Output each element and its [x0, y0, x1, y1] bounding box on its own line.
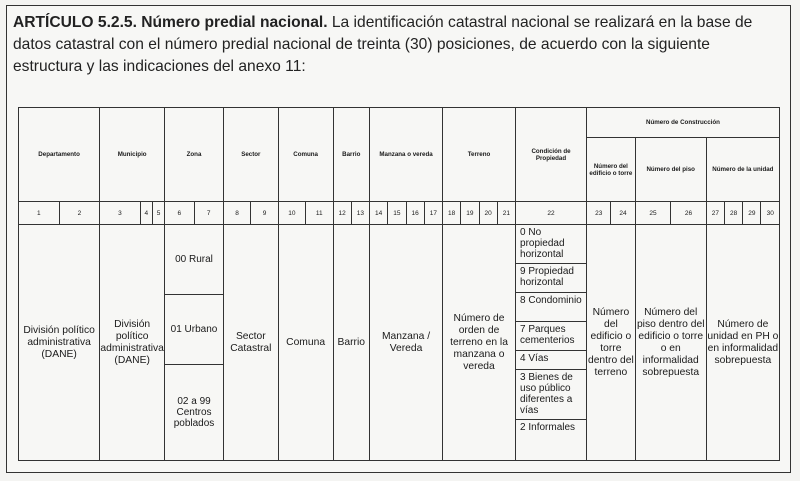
position-cell: 14 — [370, 202, 388, 225]
position-cell: 9 — [251, 202, 278, 225]
position-cell: 3 — [100, 202, 141, 225]
position-cell: 4 — [140, 202, 152, 225]
header-condicion: Condición de Propiedad — [516, 108, 587, 202]
cell-municipio: División político administrativa (DANE) — [100, 225, 165, 461]
condicion-item: 7 Parques cementerios — [516, 322, 586, 351]
condicion-item: 2 Informales — [520, 422, 576, 433]
position-cell: 29 — [743, 202, 761, 225]
cell-piso: Número del piso dentro del edificio o torre o en informalidad sobrepuesta — [635, 225, 706, 461]
condicion-item: 0 No propiedad horizontal — [516, 225, 586, 264]
article-heading — [13, 12, 783, 78]
position-cell: 10 — [278, 202, 305, 225]
position-cell: 16 — [406, 202, 424, 225]
cell-sector: Sector Catastral — [223, 225, 278, 461]
position-cell: 28 — [724, 202, 742, 225]
position-cell: 1 — [19, 202, 60, 225]
header-manzana: Manzana o vereda — [370, 108, 443, 202]
position-cell: 12 — [333, 202, 351, 225]
cell-zona — [165, 225, 224, 461]
position-cell: 11 — [306, 202, 333, 225]
position-cell: 18 — [443, 202, 461, 225]
cell-barrio: Barrio — [333, 225, 370, 461]
position-cell: 13 — [351, 202, 369, 225]
position-cell: 15 — [388, 202, 406, 225]
position-cell: 21 — [497, 202, 515, 225]
zona-rural: 00 Rural — [165, 225, 223, 295]
condicion-item: 8 Condominio — [516, 293, 586, 322]
header-sector: Sector — [223, 108, 278, 202]
header-departamento: Departamento — [19, 108, 100, 202]
header-comuna: Comuna — [278, 108, 333, 202]
position-cell: 27 — [706, 202, 724, 225]
cell-manzana: Manzana / Vereda — [370, 225, 443, 461]
header-construccion: Número de Construcción — [587, 108, 780, 138]
header-piso: Número del piso — [635, 138, 706, 202]
cell-condicion — [516, 225, 587, 461]
position-cell: 22 — [516, 202, 587, 225]
position-cell: 26 — [671, 202, 707, 225]
predial-structure-table — [18, 107, 780, 465]
position-cell: 30 — [761, 202, 780, 225]
article-text: La identificación catastral nacional se realizará en la base de datos catastral con el número predial nacional de treinta (30) posiciones, de acuerdo con la siguiente estructura y las indicaciones del anexo 11: — [13, 14, 753, 75]
zona-urbano: 01 Urbano — [165, 295, 223, 365]
positions-row — [19, 202, 780, 225]
header-edificio: Número del edificio o torre — [587, 138, 636, 202]
cell-unidad: Número de unidad en PH o en informalidad sobrepuesta — [706, 225, 779, 461]
condicion-item: 4 Vías — [516, 351, 586, 370]
position-cell: 5 — [152, 202, 164, 225]
condicion-item: 9 Propiedad horizontal — [516, 264, 586, 293]
header-municipio: Municipio — [100, 108, 165, 202]
cell-comuna: Comuna — [278, 225, 333, 461]
position-cell: 7 — [194, 202, 223, 225]
article-title: ARTÍCULO 5.2.5. Número predial nacional. — [13, 14, 328, 31]
position-cell: 19 — [461, 202, 479, 225]
cell-terreno: Número de orden de terreno en la manzana o vereda — [443, 225, 516, 461]
position-cell: 2 — [59, 202, 100, 225]
condicion-item: 3 Bienes de uso público diferentes a vías — [516, 370, 586, 420]
position-cell: 20 — [479, 202, 497, 225]
position-cell: 24 — [611, 202, 635, 225]
cell-departamento: División político administrativa (DANE) — [19, 225, 100, 461]
zona-centros-poblados: 02 a 99 Centros poblados — [173, 395, 215, 429]
position-cell: 23 — [587, 202, 611, 225]
position-cell: 25 — [635, 202, 671, 225]
header-terreno: Terreno — [443, 108, 516, 202]
cell-edificio: Número del edificio o torre dentro del terreno — [587, 225, 636, 461]
position-cell: 8 — [223, 202, 250, 225]
header-unidad: Número de la unidad — [706, 138, 779, 202]
header-barrio: Barrio — [333, 108, 370, 202]
position-cell: 17 — [424, 202, 442, 225]
position-cell: 6 — [165, 202, 194, 225]
header-zona: Zona — [165, 108, 224, 202]
